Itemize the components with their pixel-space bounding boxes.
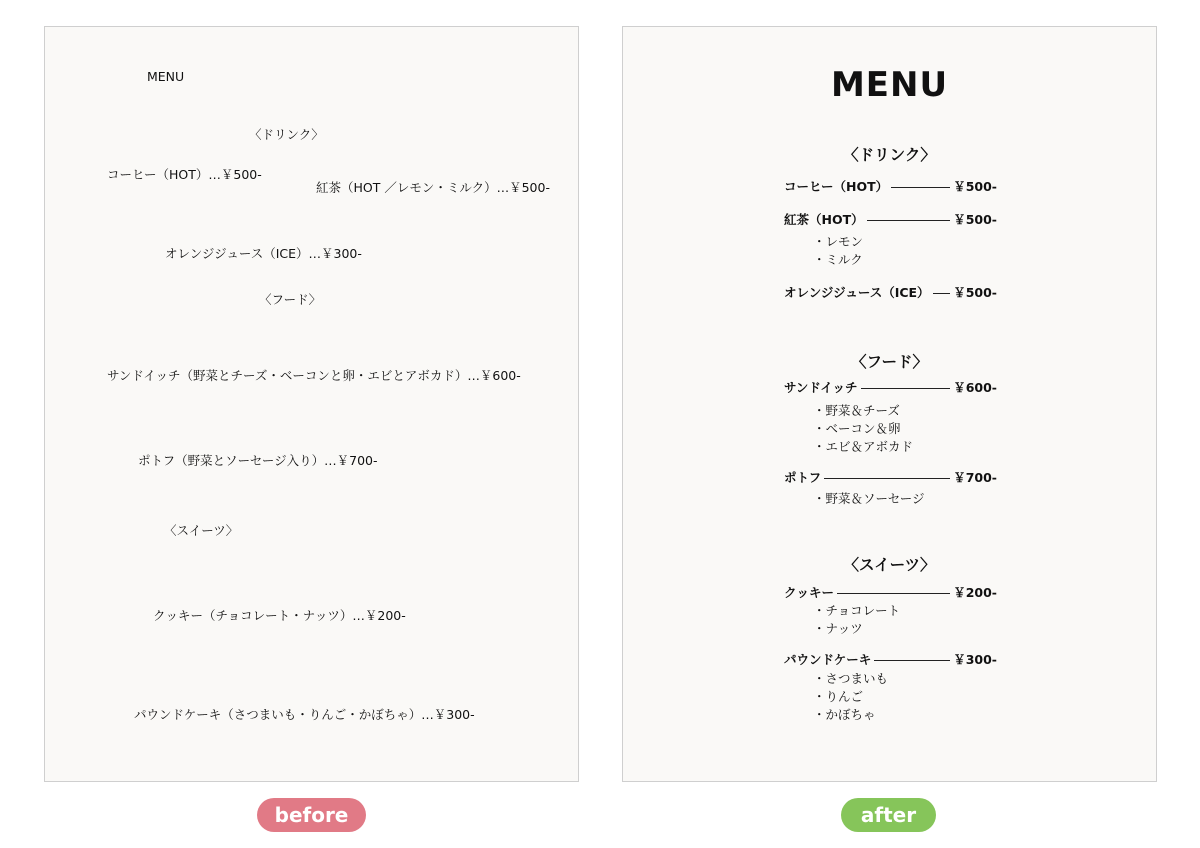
before-badge: before [257,798,366,832]
item-price: ￥500- [953,179,997,194]
item-option: ・チョコレート [813,603,901,618]
menu-item-tea [784,211,997,229]
menu-item-orange-juice [784,284,997,302]
before-orange: オレンジジュース（ICE）…￥300- [165,246,362,261]
item-option: ・さつまいも [813,671,889,686]
item-option: ・ベーコン＆卵 [813,421,901,436]
item-name: クッキー [784,584,837,602]
item-option: ・かぼちゃ [813,707,876,722]
item-price: ￥300- [953,652,997,667]
before-cookie: クッキー（チョコレート・ナッツ）…￥200- [153,608,406,623]
after-section-header-drink: 〈ドリンク〉 [843,146,936,164]
item-option: ・ミルク [813,252,863,267]
menu-item-pound-cake [784,651,997,669]
item-price: ￥700- [953,470,997,485]
item-option: ・りんご [813,689,864,704]
before-sweets-header: 〈スイーツ〉 [164,523,239,538]
item-option: ・野菜＆チーズ [813,403,900,418]
before-sandwich: サンドイッチ（野菜とチーズ・ベーコンと卵・エビとアボカド）…￥600- [107,368,521,383]
item-name: ポトフ [784,469,824,487]
menu-item-potofu [784,469,997,487]
item-option: ・レモン [813,234,864,249]
before-food-header: 〈フード〉 [259,292,322,307]
before-title: MENU [147,69,185,84]
after-section-header-food: 〈フード〉 [850,353,929,371]
before-tea: 紅茶（HOT ／レモン・ミルク）…￥500- [316,180,550,195]
before-potofu: ポトフ（野菜とソーセージ入り）…￥700- [138,453,378,468]
item-price: ￥500- [953,212,997,227]
item-option: ・野菜＆ソーセージ [813,491,925,506]
item-name: 紅茶（HOT） [784,211,867,229]
item-name: サンドイッチ [784,379,861,397]
item-price: ￥500- [953,285,997,300]
menu-item-coffee [784,178,997,196]
item-price: ￥600- [953,380,997,395]
item-option: ・エビ＆アボカド [813,439,914,454]
menu-item-sandwich [784,379,997,397]
after-title: MENU [830,65,949,105]
before-drink-header: 〈ドリンク〉 [249,127,324,142]
after-badge: after [841,798,936,832]
item-name: パウンドケーキ [784,651,874,669]
before-menu-page [44,26,579,782]
before-pound: パウンドケーキ（さつまいも・りんご・かぼちゃ）…￥300- [134,707,475,722]
item-option: ・ナッツ [813,621,863,636]
item-name: オレンジジュース（ICE） [784,284,933,302]
item-price: ￥200- [953,585,997,600]
item-name: コーヒー（HOT） [784,178,891,196]
after-section-header-sweets: 〈スイーツ〉 [843,556,936,574]
after-menu-page [622,26,1157,782]
before-coffee: コーヒー（HOT）…￥500- [107,167,262,182]
menu-item-cookie [784,584,997,602]
